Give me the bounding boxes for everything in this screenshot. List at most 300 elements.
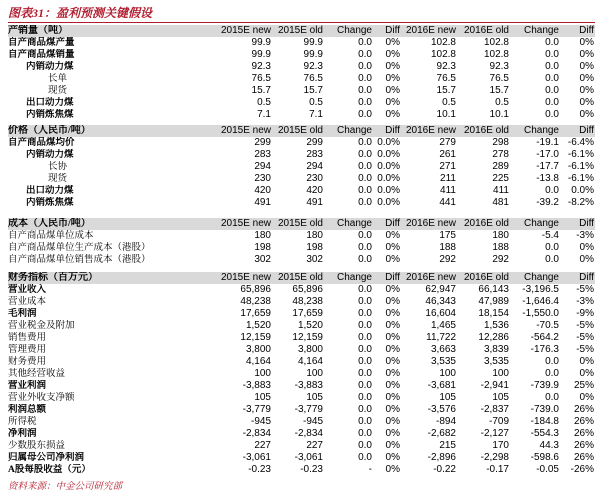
cell-value: 92.3 [436, 61, 456, 72]
table-row [8, 61, 595, 73]
cell-value: 0% [385, 392, 400, 403]
cell-value: 105 [306, 392, 323, 403]
cell-value: 0% [385, 284, 400, 295]
column-header: 2016E new [401, 218, 457, 230]
cell-value: 0.0 [358, 173, 372, 184]
cell-value: 12,159 [292, 332, 323, 343]
column-header: 2015E old [272, 218, 324, 230]
row-label: 营业外收支净额 [8, 393, 75, 403]
cell-value: 12,286 [478, 332, 509, 343]
cell-value: 0.0 [358, 284, 372, 295]
cell-value: 1,465 [430, 320, 456, 331]
row-label: 少数股东损益 [8, 441, 66, 451]
column-header: 2015E new [218, 25, 272, 37]
cell-value: 0% [579, 97, 594, 108]
cell-value: 0% [385, 109, 400, 120]
cell-value: -176.3 [530, 344, 559, 355]
section-header: 财务指标（百万元） [8, 272, 218, 284]
cell-value: 0.0 [358, 332, 372, 343]
cell-value: 0% [385, 37, 400, 48]
cell-value: 0.0% [377, 173, 400, 184]
cell-value: 0% [385, 440, 400, 451]
cell-value: 105 [439, 392, 456, 403]
section-3 [8, 218, 595, 266]
column-header: Change [324, 25, 373, 37]
cell-value: 76.5 [251, 73, 271, 84]
cell-value: -5.4 [541, 230, 559, 241]
cell-value: 100 [492, 368, 509, 379]
row-label: 营业成本 [8, 297, 47, 307]
cell-value: -6.1% [567, 173, 594, 184]
cell-value: 0% [385, 464, 400, 475]
cell-value: -3,883 [294, 380, 323, 391]
column-header: Diff [373, 218, 401, 230]
cell-value: 3,663 [430, 344, 456, 355]
cell-value: 289 [492, 161, 509, 172]
section-header-row [8, 218, 595, 230]
cell-value: -8.2% [567, 197, 594, 208]
table-row [8, 161, 595, 173]
cell-value: 0.0 [358, 73, 372, 84]
row-label: 自产商品煤单位生产成本（港股） [8, 243, 151, 253]
cell-value: 0.0 [545, 73, 559, 84]
cell-value: 15.7 [489, 85, 509, 96]
cell-value: 65,896 [240, 284, 271, 295]
row-label: 其他经营收益 [8, 369, 66, 379]
cell-value: -17.7 [536, 161, 559, 172]
cell-value: -3,779 [242, 404, 271, 415]
table-row [8, 173, 595, 185]
cell-value: 198 [254, 242, 271, 253]
table-row [8, 230, 595, 242]
cell-value: 0% [385, 49, 400, 60]
title-rule [8, 22, 595, 23]
cell-value: 92.3 [251, 61, 271, 72]
cell-value: 0.0 [358, 61, 372, 72]
row-label: 内销炼焦煤 [26, 198, 74, 208]
cell-value: 0% [385, 404, 400, 415]
column-header: Diff [560, 218, 595, 230]
cell-value: 481 [492, 197, 509, 208]
cell-value: -739.0 [530, 404, 559, 415]
cell-value: 230 [306, 173, 323, 184]
table-row [8, 37, 595, 49]
cell-value: 294 [254, 161, 271, 172]
cell-value: 0.5 [495, 97, 509, 108]
cell-value: 0% [385, 73, 400, 84]
row-label: 净利润 [8, 429, 37, 439]
cell-value: 0% [579, 85, 594, 96]
cell-value: -70.5 [536, 320, 559, 331]
column-header: Diff [560, 272, 595, 284]
cell-value: 283 [306, 149, 323, 160]
cell-value: 10.1 [489, 109, 509, 120]
cell-value: 26% [573, 452, 594, 463]
cell-value: 15.7 [251, 85, 271, 96]
cell-value: 0.0 [545, 242, 559, 253]
cell-value: 17,659 [292, 308, 323, 319]
cell-value: 0.0 [358, 368, 372, 379]
cell-value: 0.0 [358, 109, 372, 120]
cell-value: 298 [492, 137, 509, 148]
table-row [8, 452, 595, 464]
cell-value: 92.3 [303, 61, 323, 72]
section-header-row [8, 125, 595, 137]
cell-value: 294 [306, 161, 323, 172]
cell-value: 26% [573, 416, 594, 427]
cell-value: 0.5 [309, 97, 323, 108]
cell-value: 0.0 [358, 452, 372, 463]
cell-value: 66,143 [478, 284, 509, 295]
cell-value: 0.0 [358, 242, 372, 253]
cell-value: 0% [579, 368, 594, 379]
cell-value: 0% [385, 428, 400, 439]
table-row [8, 464, 595, 476]
table-row [8, 440, 595, 452]
cell-value: 0% [385, 97, 400, 108]
cell-value: 227 [306, 440, 323, 451]
column-header: Diff [560, 125, 595, 137]
cell-value: 1,536 [483, 320, 509, 331]
assumption-table [8, 25, 595, 121]
cell-value: 279 [439, 137, 456, 148]
cell-value: 0.0 [358, 404, 372, 415]
row-label: 归属母公司净利润 [8, 453, 85, 463]
cell-value: 170 [492, 440, 509, 451]
row-label: 内销动力煤 [26, 62, 74, 72]
cell-value: 0.0 [545, 97, 559, 108]
cell-value: -2,837 [480, 404, 509, 415]
cell-value: 0% [385, 61, 400, 72]
cell-value: 99.9 [303, 49, 323, 60]
cell-value: -598.6 [530, 452, 559, 463]
cell-value: 3,839 [483, 344, 509, 355]
row-label: 所得税 [8, 417, 37, 427]
cell-value: 47,989 [478, 296, 509, 307]
cell-value: -894 [435, 416, 456, 427]
cell-value: 230 [254, 173, 271, 184]
cell-value: 15.7 [303, 85, 323, 96]
cell-value: 15.7 [436, 85, 456, 96]
cell-value: 0% [385, 332, 400, 343]
cell-value: -9% [576, 308, 594, 319]
row-label: 现货 [48, 174, 68, 184]
cell-value: -2,896 [427, 452, 456, 463]
cell-value: 0.0 [358, 392, 372, 403]
cell-value: -3,576 [427, 404, 456, 415]
cell-value: -17.0 [536, 149, 559, 160]
cell-value: -184.8 [530, 416, 559, 427]
cell-value: 0% [385, 230, 400, 241]
cell-value: 3,800 [297, 344, 323, 355]
cell-value: 0.0 [358, 320, 372, 331]
cell-value: 0.0 [358, 344, 372, 355]
cell-value: 3,535 [430, 356, 456, 367]
column-header: Change [510, 218, 560, 230]
cell-value: 227 [254, 440, 271, 451]
cell-value: 491 [306, 197, 323, 208]
cell-value: 48,238 [240, 296, 271, 307]
cell-value: 0.0 [358, 230, 372, 241]
cell-value: 271 [439, 161, 456, 172]
cell-value: -19.1 [536, 137, 559, 148]
cell-value: 0.0 [358, 308, 372, 319]
cell-value: 48,238 [292, 296, 323, 307]
cell-value: 0.0 [545, 185, 559, 196]
table-row [8, 356, 595, 368]
row-label: 自产商品煤单位成本 [8, 231, 94, 241]
assumption-table [8, 125, 595, 209]
column-header: 2016E old [457, 125, 510, 137]
column-header: 2016E new [401, 125, 457, 137]
cell-value: 4,164 [297, 356, 323, 367]
cell-value: 0.0 [358, 185, 372, 196]
assumption-table [8, 218, 595, 266]
cell-value: 44.3 [539, 440, 559, 451]
cell-value: 180 [306, 230, 323, 241]
cell-value: 0% [385, 452, 400, 463]
cell-value: 0% [385, 344, 400, 355]
cell-value: 0% [385, 242, 400, 253]
cell-value: 0% [385, 380, 400, 391]
cell-value: 180 [254, 230, 271, 241]
cell-value: 62,947 [425, 284, 456, 295]
cell-value: 0% [579, 73, 594, 84]
cell-value: 0.0% [377, 161, 400, 172]
cell-value: 0.0 [358, 428, 372, 439]
cell-value: 0.0% [377, 149, 400, 160]
cell-value: 292 [492, 254, 509, 265]
cell-value: -39.2 [536, 197, 559, 208]
section-2 [8, 125, 595, 209]
cell-value: 0% [579, 254, 594, 265]
column-header: 2015E new [218, 272, 272, 284]
cell-value: 0.0 [358, 440, 372, 451]
cell-value: 441 [439, 197, 456, 208]
cell-value: 0% [385, 308, 400, 319]
cell-value: 0.0 [358, 380, 372, 391]
cell-value: 0.0 [358, 197, 372, 208]
cell-value: -6.1% [567, 149, 594, 160]
row-label: 长单 [48, 74, 68, 84]
cell-value: 0.0 [545, 37, 559, 48]
table-row [8, 380, 595, 392]
table-row [8, 308, 595, 320]
cell-value: 102.8 [430, 37, 456, 48]
cell-value: 0.0 [545, 368, 559, 379]
cell-value: 188 [492, 242, 509, 253]
table-row [8, 404, 595, 416]
cell-value: 26% [573, 428, 594, 439]
row-label: 自产商品煤销量 [8, 50, 75, 60]
column-header: Change [510, 272, 560, 284]
section-header: 成本（人民币/吨） [8, 218, 218, 230]
cell-value: -2,682 [427, 428, 456, 439]
cell-value: -3% [576, 230, 594, 241]
cell-value: 198 [306, 242, 323, 253]
column-header: Change [510, 125, 560, 137]
row-label: 出口动力煤 [26, 186, 74, 196]
row-label: 长协 [48, 162, 68, 172]
row-label: 现货 [48, 86, 68, 96]
cell-value: -564.2 [530, 332, 559, 343]
cell-value: 26% [573, 440, 594, 451]
cell-value: -0.05 [536, 464, 559, 475]
cell-value: 0% [579, 49, 594, 60]
cell-value: -3,883 [242, 380, 271, 391]
cell-value: 0.5 [442, 97, 456, 108]
cell-value: 302 [254, 254, 271, 265]
section-header-row [8, 272, 595, 284]
cell-value: 0.0 [358, 49, 372, 60]
section-header: 价格（人民币/吨） [8, 125, 218, 137]
cell-value: 225 [492, 173, 509, 184]
cell-value: -3% [576, 296, 594, 307]
cell-value: 76.5 [303, 73, 323, 84]
cell-value: 0.0 [358, 37, 372, 48]
cell-value: 0.0 [358, 85, 372, 96]
cell-value: 215 [439, 440, 456, 451]
column-header: Diff [560, 25, 595, 37]
cell-value: 0.0 [358, 296, 372, 307]
column-header: Change [324, 218, 373, 230]
cell-value: 92.3 [489, 61, 509, 72]
row-label: 财务费用 [8, 357, 47, 367]
table-row [8, 320, 595, 332]
row-label: 营业利润 [8, 381, 47, 391]
cell-value: 302 [306, 254, 323, 265]
cell-value: -1,550.0 [522, 308, 559, 319]
cell-value: 180 [492, 230, 509, 241]
cell-value: 105 [492, 392, 509, 403]
cell-value: 0% [579, 356, 594, 367]
cell-value: -2,941 [480, 380, 509, 391]
cell-value: 0.0 [358, 416, 372, 427]
cell-value: -739.9 [530, 380, 559, 391]
cell-value: 102.8 [483, 37, 509, 48]
column-header: 2015E old [272, 125, 324, 137]
row-label: 营业税金及附加 [8, 321, 75, 331]
table-row [8, 109, 595, 121]
column-header: 2016E old [457, 25, 510, 37]
table-row [8, 197, 595, 209]
section-4 [8, 272, 595, 476]
cell-value: -5% [576, 284, 594, 295]
column-header: Diff [373, 25, 401, 37]
table-row [8, 242, 595, 254]
cell-value: 292 [439, 254, 456, 265]
cell-value: 25% [573, 380, 594, 391]
section-header: 产销量（吨） [8, 25, 218, 37]
column-header: 2016E new [401, 272, 457, 284]
cell-value: 0.0 [358, 149, 372, 160]
cell-value: -5% [576, 320, 594, 331]
cell-value: 0.0% [377, 137, 400, 148]
cell-value: 0.0% [377, 185, 400, 196]
cell-value: -0.17 [486, 464, 509, 475]
cell-value: -2,834 [294, 428, 323, 439]
cell-value: 7.1 [257, 109, 271, 120]
row-label: 内销动力煤 [26, 150, 74, 160]
cell-value: 12,159 [240, 332, 271, 343]
cell-value: -1,646.4 [522, 296, 559, 307]
cell-value: -2,298 [480, 452, 509, 463]
cell-value: 0% [385, 254, 400, 265]
row-label: 利润总额 [8, 405, 47, 415]
assumption-table [8, 272, 595, 476]
cell-value: -3,196.5 [522, 284, 559, 295]
row-label: 自产商品煤产量 [8, 38, 75, 48]
cell-value: 0.5 [257, 97, 271, 108]
table-row [8, 392, 595, 404]
cell-value: 0.0 [358, 356, 372, 367]
cell-value: 100 [254, 368, 271, 379]
table-row [8, 416, 595, 428]
cell-value: -554.3 [530, 428, 559, 439]
table-row [8, 185, 595, 197]
cell-value: 0.0 [358, 254, 372, 265]
cell-value: 76.5 [489, 73, 509, 84]
column-header: Change [324, 125, 373, 137]
cell-value: 99.9 [251, 37, 271, 48]
cell-value: 3,800 [245, 344, 271, 355]
cell-value: 0.0% [377, 197, 400, 208]
column-header: Change [324, 272, 373, 284]
cell-value: 65,896 [292, 284, 323, 295]
column-header: Diff [373, 125, 401, 137]
figure-title: 图表31：盈利预测关键假设 [8, 6, 153, 20]
row-label: 自产商品煤单位销售成本（港股） [8, 255, 151, 265]
cell-value: 102.8 [483, 49, 509, 60]
row-label: 营业收入 [8, 285, 47, 295]
cell-value: 0% [579, 37, 594, 48]
cell-value: 0% [385, 85, 400, 96]
cell-value: 17,659 [240, 308, 271, 319]
section-header-row [8, 25, 595, 37]
cell-value: 0% [579, 61, 594, 72]
cell-value: 0.0 [545, 109, 559, 120]
table-row [8, 254, 595, 266]
row-label: 管理费用 [8, 345, 47, 355]
row-label: 内销炼焦煤 [26, 110, 74, 120]
row-label: 自产商品煤均价 [8, 138, 75, 148]
cell-value: 0.0 [545, 85, 559, 96]
cell-value: 0% [579, 242, 594, 253]
cell-value: 16,604 [425, 308, 456, 319]
cell-value: 99.9 [303, 37, 323, 48]
cell-value: 18,154 [478, 308, 509, 319]
cell-value: 0% [579, 392, 594, 403]
cell-value: 420 [254, 185, 271, 196]
cell-value: 0% [385, 368, 400, 379]
cell-value: 299 [254, 137, 271, 148]
column-header: Diff [373, 272, 401, 284]
cell-value: - [368, 464, 372, 475]
cell-value: -6.4% [567, 137, 594, 148]
source-note: 资料来源：中金公司研究部 [8, 482, 123, 492]
row-label: A股每股收益（元） [8, 465, 91, 475]
cell-value: 1,520 [245, 320, 271, 331]
cell-value: -3,061 [294, 452, 323, 463]
cell-value: 0.0 [545, 49, 559, 60]
column-header: 2015E new [218, 218, 272, 230]
cell-value: 105 [254, 392, 271, 403]
cell-value: 1,520 [297, 320, 323, 331]
cell-value: -5% [576, 332, 594, 343]
column-header: 2015E old [272, 272, 324, 284]
cell-value: -3,681 [427, 380, 456, 391]
cell-value: 261 [439, 149, 456, 160]
